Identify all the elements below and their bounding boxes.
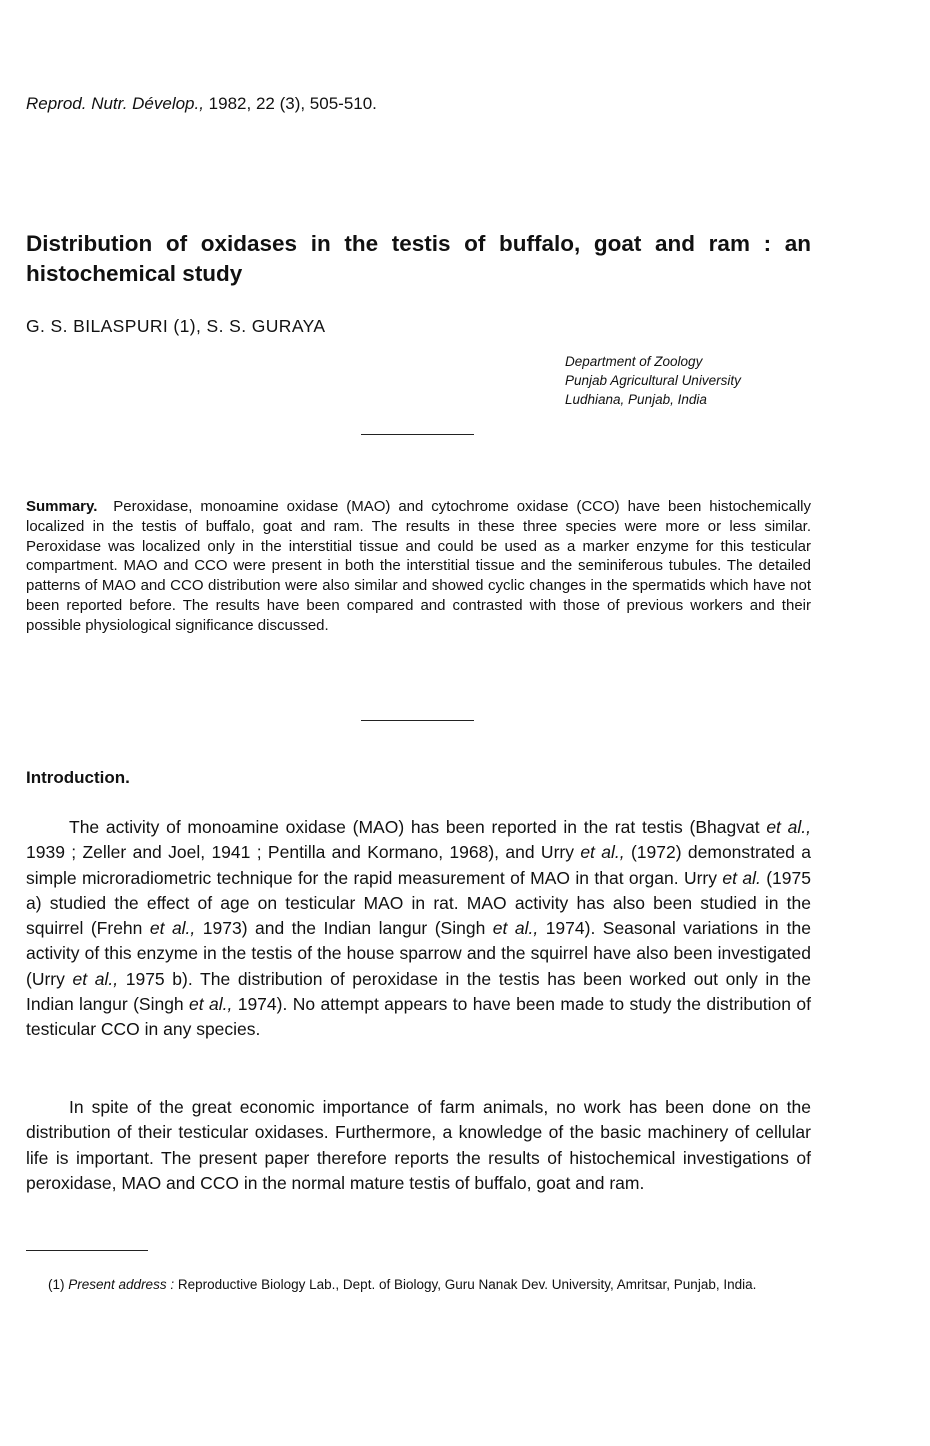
- body-text: 1974). No attempt appears to have been made to study the distribution of testicular CCO in any species.: [26, 994, 811, 1040]
- introduction-paragraph-2: In spite of the great economic importance of farm animals, no work has been done on the distribution of their testicular oxidases. Furthermore, a knowledge of the basic machinery of cellular life is important. The present paper therefore reports the results of histochemical investigations of peroxidase, MAO and CCO in the normal mature testis of buffalo, goat and ram.: [26, 1097, 811, 1193]
- citation-italic: et al.,: [149, 918, 196, 939]
- summary-label: Summary.: [26, 498, 98, 515]
- section-heading-introduction: Introduction.: [26, 768, 130, 787]
- citation-italic: et al.,: [492, 918, 539, 939]
- body-text: (1975 a) studied the effect of age on testicular MAO in rat. MAO activity has also been studied in the squirrel (Frehn: [26, 867, 811, 939]
- footnote-rule: [26, 1250, 148, 1251]
- summary-text: Peroxidase, monoamine oxidase (MAO) and cytochrome oxidase (CCO) have been histochemically localized in the testis of buffalo, goat and ram. The results in these three species were more or less similar. Peroxidase was localized only in the interstitial tissue and could be used as a marker enzyme for this testicular compartment. MAO and CCO were present in both the interstitial tissue and the seminiferous tubules. The detailed patterns of MAO and CCO distribution were also similar and showed cyclic changes in the spermatids which have not been reported before. The results have been compared and contrasted with those of previous workers and their possible physiological significance discussed.: [26, 498, 811, 634]
- author-name: G. S. BILASPURI: [26, 316, 169, 336]
- footnote: [26, 1276, 811, 1294]
- footnote-label: Present address :: [68, 1277, 175, 1292]
- affiliation-location: Ludhiana, Punjab, India: [565, 392, 707, 407]
- body-text: (1972) demonstrated a simple microradiometric technique for the rapid measurement of MAO in that organ. Urry: [26, 842, 811, 888]
- citation-details: 1982, 22 (3), 505-510.: [203, 94, 377, 113]
- author-list: [26, 316, 325, 337]
- body-text: 1974). Seasonal variations in the activity of this enzyme in the testis of the house sparrow and the squirrel have also been investigated (Urry: [26, 918, 812, 989]
- affiliation: [565, 352, 741, 409]
- footnote-mark: (1): [48, 1277, 65, 1292]
- affiliation-department: Department of Zoology: [565, 354, 703, 369]
- citation-italic: et al.,: [72, 968, 119, 989]
- citation-italic: et al.,: [766, 817, 811, 837]
- citation-italic: et al.,: [189, 994, 233, 1015]
- article-title: Distribution of oxidases in the testis of buffalo, goat and ram : an histochemical study: [26, 231, 811, 286]
- body-text: 1973) and the Indian langur (Singh: [195, 918, 493, 939]
- journal-citation: [26, 94, 377, 114]
- body-text: 1975 b). The distribution of peroxidase in the testis has been worked out only in the Indian langur (Singh: [26, 968, 811, 1015]
- journal-name: Reprod. Nutr. Dévelop.,: [26, 94, 204, 113]
- separator-rule: [361, 720, 474, 721]
- separator-rule: [361, 434, 474, 435]
- affiliation-university: Punjab Agricultural University: [565, 373, 741, 388]
- body-text: The activity of monoamine oxidase (MAO) has been reported in the rat testis (Bhagvat: [69, 817, 767, 837]
- summary-abstract: [26, 497, 811, 636]
- citation-italic: et al.,: [580, 842, 625, 863]
- footnote-text: Reproductive Biology Lab., Dept. of Biology, Guru Nanak Dev. University, Amritsar, Punjab, India.: [174, 1277, 757, 1292]
- author-footnote-mark: (1): [173, 316, 197, 336]
- body-text: 1939 ; Zeller and Joel, 1941 ; Pentilla and Kormano, 1968), and Urry: [26, 842, 581, 863]
- author-name: , S. S. GURAYA: [196, 316, 326, 336]
- citation-italic: et al.: [722, 867, 761, 888]
- introduction-paragraph-1: [26, 815, 811, 1043]
